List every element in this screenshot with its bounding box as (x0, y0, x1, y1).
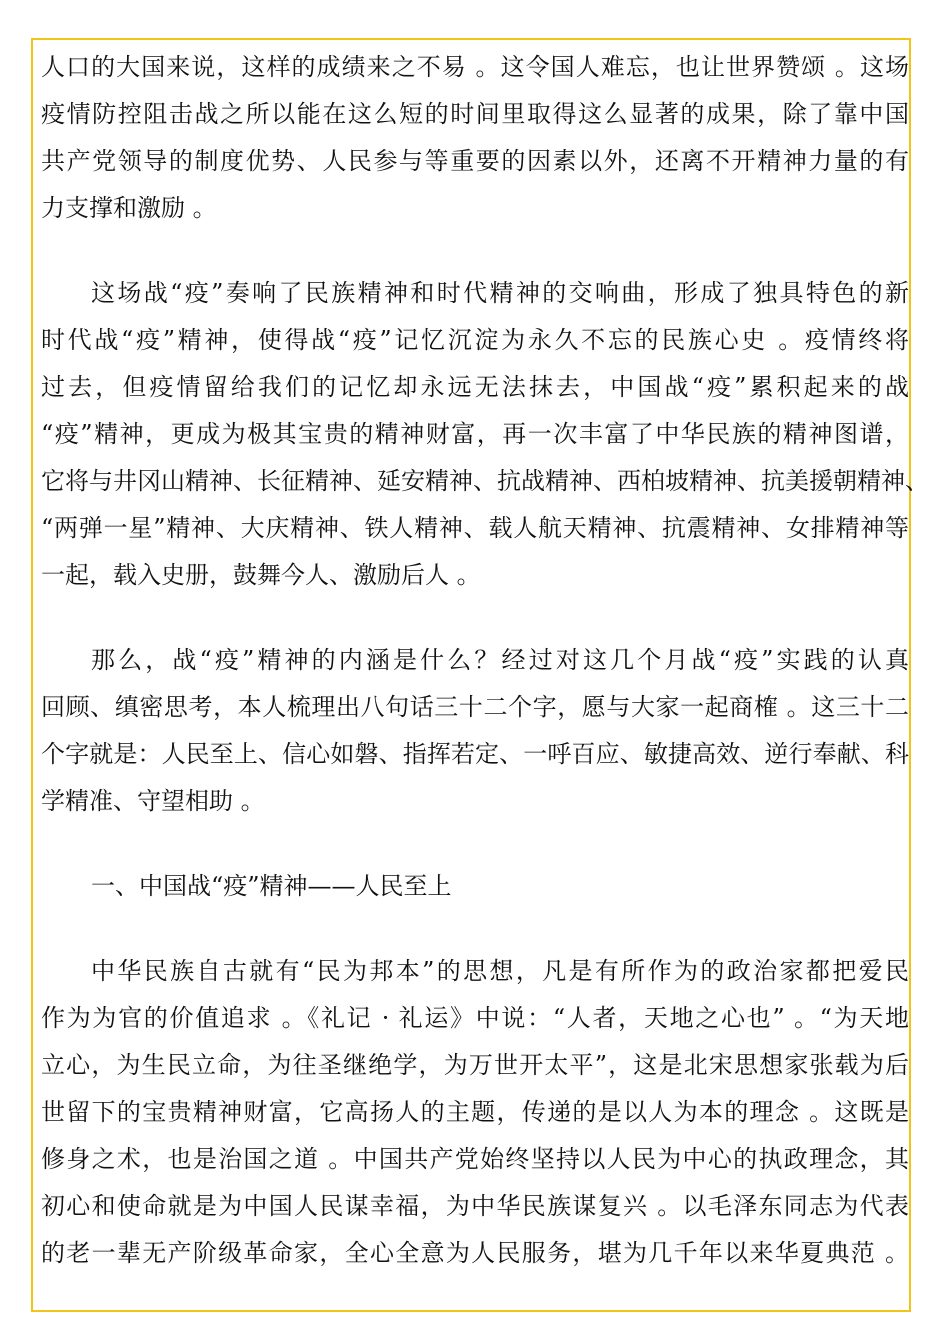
paragraph-2 (41, 270, 929, 599)
text-line: 那么，战“疫”精神的内涵是什么？经过对这几个月战“疫”实践的认真 (91, 646, 909, 674)
text-line: 共产党领导的制度优势、人民参与等重要的因素以外，还离不开精神力量的有 (41, 147, 909, 175)
text-line: 疫情防控阻击战之所以能在这么短的时间里取得这么显著的成果，除了靠中国 (41, 100, 909, 128)
text-line: 回顾、缜密思考，本人梳理出八句话三十二个字，愿与大家一起商榷 。这三十二 (41, 693, 909, 721)
text-line: 立心，为生民立命，为往圣继绝学，为万世开太平”，这是北宋思想家张载为后 (41, 1051, 909, 1079)
text-line: 时代战“疫”精神，使得战“疫”记忆沉淀为永久不忘的民族心史 。疫情终将 (41, 326, 909, 354)
text-line: 过去，但疫情留给我们的记忆却永远无法抹去，中国战“疫”累积起来的战 (41, 373, 909, 401)
text-line: 中华民族自古就有“民为邦本”的思想，凡是有所作为的政治家都把爱民 (91, 957, 909, 985)
text-line: 的老一辈无产阶级革命家，全心全意为人民服务，堪为几千年以来华夏典范 。 (41, 1239, 909, 1267)
text-line: 世留下的宝贵精神财富，它高扬人的主题，传递的是以人为本的理念 。这既是 (41, 1098, 909, 1126)
text-line: 作为为官的价值追求 。《礼记 · 礼运》中说：“人者，天地之心也” 。“为天地 (41, 1004, 909, 1032)
text-line: 人口的大国来说，这样的成绩来之不易 。这令国人难忘，也让世界赞颂 。这场 (41, 53, 909, 81)
paragraph-3 (41, 637, 909, 825)
paragraph-gap (41, 825, 909, 863)
text-line: 初心和使命就是为中国人民谋幸福，为中华民族谋复兴 。以毛泽东同志为代表 (41, 1192, 909, 1220)
section-heading: 一、中国战“疫”精神——人民至上 (91, 872, 452, 900)
paragraph-1 (41, 44, 909, 232)
text-line: 这场战“疫”奏响了民族精神和时代精神的交响曲，形成了独具特色的新 (91, 279, 909, 307)
text-line: 修身之术，也是治国之道 。中国共产党始终坚持以人民为中心的执政理念，其 (41, 1145, 909, 1173)
text-line: “疫”精神，更成为极其宝贵的精神财富，再一次丰富了中华民族的精神图谱， (41, 420, 909, 448)
paragraph-gap (41, 599, 909, 637)
text-line: 一起，载入史册，鼓舞今人、激励后人 。 (41, 561, 481, 589)
text-line: 个字就是：人民至上、信心如磐、指挥若定、一呼百应、敏捷高效、逆行奉献、科 (41, 740, 909, 768)
paragraph-4 (41, 948, 909, 1277)
document-body (41, 44, 929, 1277)
paragraph-gap (41, 232, 909, 270)
text-line: “两弹一星”精神、大庆精神、铁人精神、载人航天精神、抗震精神、女排精神等 (41, 514, 909, 542)
paragraph-gap (41, 910, 909, 948)
text-line: 力支撑和激励 。 (41, 194, 217, 222)
text-line: 学精准、守望相助 。 (41, 787, 265, 815)
text-line: 它将与井冈山精神、长征精神、延安精神、抗战精神、西柏坡精神、抗美援朝精神、 (41, 467, 929, 495)
